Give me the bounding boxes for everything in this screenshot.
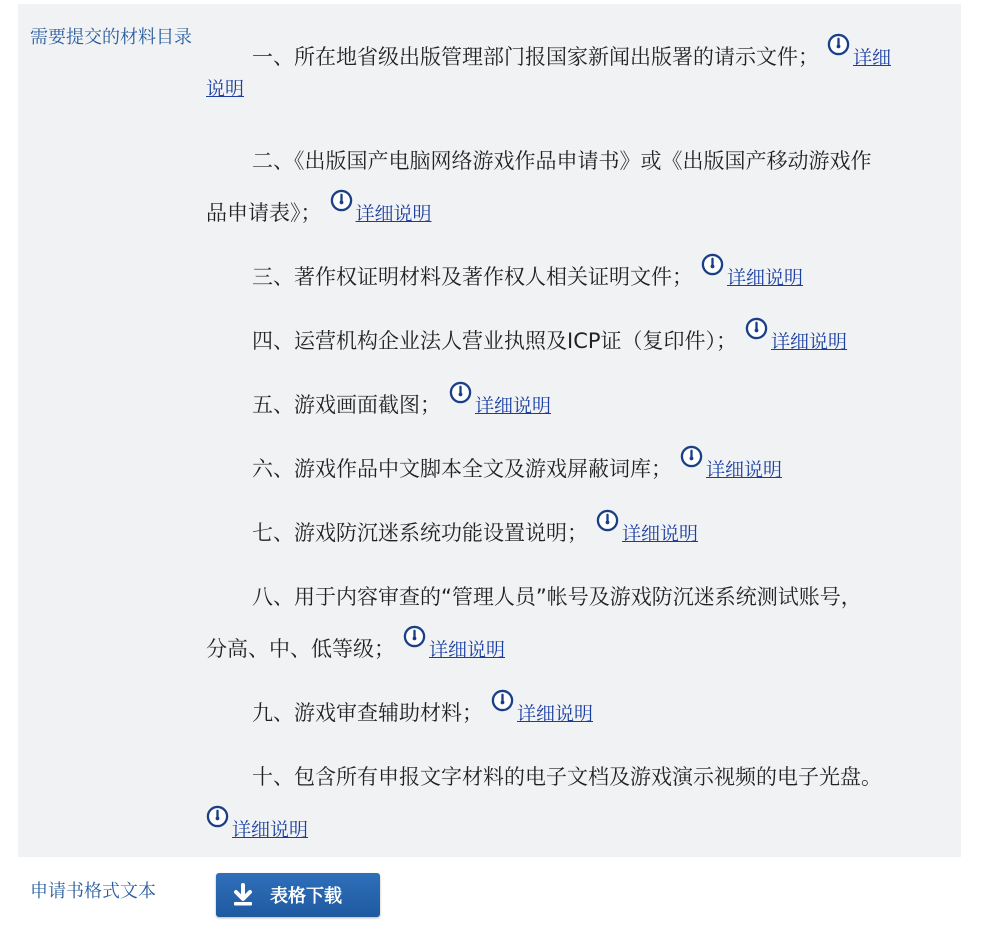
list-item <box>206 570 951 686</box>
item-text: 五、游戏画面截图； <box>252 393 441 417</box>
detail-link[interactable]: 详细说明 <box>706 459 783 481</box>
detail-link[interactable]: 详细说明 <box>475 395 552 417</box>
materials-list <box>206 30 951 866</box>
detail-link[interactable]: 详细说明 <box>429 639 506 661</box>
list-item <box>206 134 951 250</box>
list-item <box>206 686 951 750</box>
detail-link[interactable]: 详细说明 <box>771 331 848 353</box>
detail-link[interactable]: 详细说明 <box>727 267 804 289</box>
materials-label: 需要提交的材料目录 <box>30 27 192 48</box>
detail-link[interactable]: 详细说明 <box>517 703 594 725</box>
clock-icon <box>745 317 768 340</box>
clock-icon <box>596 509 619 532</box>
clock-icon <box>491 689 514 712</box>
clock-icon <box>206 805 229 828</box>
list-item <box>206 378 951 442</box>
format-text-label: 申请书格式文本 <box>30 881 156 902</box>
list-item <box>206 314 951 378</box>
item-text: 八、用于内容审查的“管理人员”帐号及游戏防沉迷系统测试账号， <box>252 585 862 609</box>
detail-link[interactable]: 详细说明 <box>232 819 309 841</box>
download-button-label: 表格下载 <box>270 886 342 907</box>
item-text: 六、游戏作品中文脚本全文及游戏屏蔽词库； <box>252 457 672 481</box>
download-icon <box>230 882 256 908</box>
item-text: 十、包含所有申报文字材料的电子文档及游戏演示视频的电子光盘。 <box>252 765 882 789</box>
clock-icon <box>449 381 472 404</box>
download-form-button[interactable] <box>216 873 380 917</box>
detail-link[interactable]: 详细说明 <box>622 523 699 545</box>
item-text: 分高、中、低等级； <box>206 637 395 661</box>
item-text: 七、游戏防沉迷系统功能设置说明； <box>252 521 588 545</box>
list-item <box>206 506 951 570</box>
list-item <box>206 30 951 134</box>
item-text: 九、游戏审查辅助材料； <box>252 701 483 725</box>
item-text: 三、著作权证明材料及著作权人相关证明文件； <box>252 265 693 289</box>
clock-icon <box>330 189 353 212</box>
list-item <box>206 750 951 866</box>
item-text: 一、所在地省级出版管理部门报国家新闻出版署的请示文件； <box>252 45 819 69</box>
detail-link[interactable]: 详细 <box>853 47 892 69</box>
clock-icon <box>680 445 703 468</box>
item-text: 四、运营机构企业法人营业执照及ICP证（复印件）； <box>252 329 738 353</box>
item-text: 品申请表》； <box>206 201 322 225</box>
clock-icon <box>403 625 426 648</box>
list-item <box>206 442 951 506</box>
item-text: 二、《出版国产电脑网络游戏作品申请书》或《出版国产移动游戏作 <box>252 149 872 173</box>
clock-icon <box>827 33 850 56</box>
clock-icon <box>701 253 724 276</box>
detail-link-continued[interactable]: 说明 <box>206 78 245 100</box>
detail-link[interactable]: 详细说明 <box>355 203 432 225</box>
list-item <box>206 250 951 314</box>
